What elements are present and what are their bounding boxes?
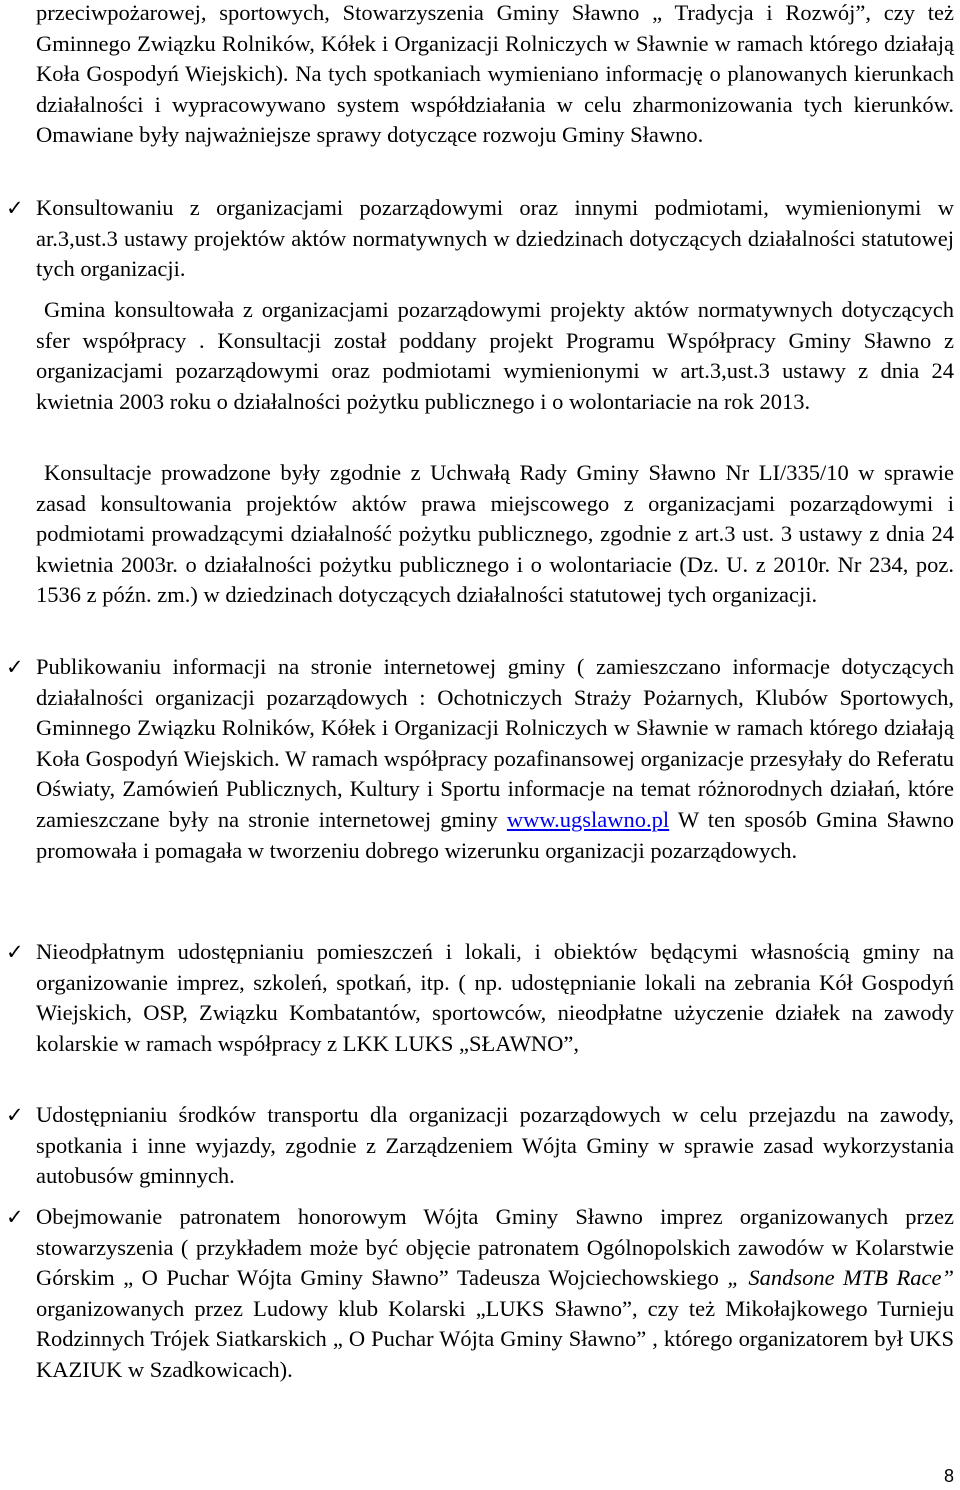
check-mark-icon: ✓ [6,940,24,964]
check-mark-icon: ✓ [6,1205,24,1229]
publishing-text-continued: W ten sposób Gmina Sławno promowała i pomagała w tworzeniu dobrego wizerunku organizacji pozarządowych. [36,806,955,863]
item-transport: Udostępnianiu środków transportu dla organizacji pozarządowych w celu przejazdu na zawody, spotkania i inne wyjazdy, zgodnie z Zarządzeniem Wójta Gminy w sprawie zasad wykorzystania autobusów gminnych. [36,1102,954,1189]
item-publishing [36,652,954,866]
website-link[interactable]: www.ugslawno.pl [506,806,670,832]
consultation-resolution-paragraph: Konsultacje prowadzone były zgodnie z Uchwałą Rady Gminy Sławno Nr LI/335/10 w sprawie zasad konsultowania projektów aktów prawa miejscowego z organizacjami pozarządowymi i podmiotami prowadzącymi działalność pożytku publicznego, zgodnie z art.3 ust. 3 ustawy z dnia 24 kwietnia 2003r. o działalności pożytku publicznego i o wolontariacie (Dz. U. z 2010r. Nr 234, poz. 1536 z późn. zm.) w dziedzinach dotyczących działalności statutowej tych organizacji. [36,460,954,608]
race-name: „ Sandsone MTB Race” [727,1265,954,1291]
consultation-detail-paragraph: Gmina konsultowała z organizacjami pozarządowymi projekty aktów normatywnych dotyczących sfer współpracy . Konsultacji został poddany projekt Programu Współpracy Gminy Sławno z organizacjami pozarządowymi oraz podmiotami wymienionymi w art.3,ust.3 ustawy z dnia 24 kwietnia 2003 roku o działalności pożytku publicznego i o wolontariacie na rok 2013. [36,297,954,414]
patronage-text-continued: organizowanych przez Ludowy klub Kolarski „LUKS Sławno”, czy też Mikołajkowego Turnieju Rodzinnych Trójek Siatkarskich „ O Puchar Wójta Gminy Sławno” , którego organizatorem był UKS KAZIUK w Szadkowicach). [36,1295,954,1382]
check-mark-icon: ✓ [6,1103,24,1127]
publishing-text: Publikowaniu informacji na stronie internetowej gminy ( zamieszczano informacje dotyczących działalności organizacji pozarządowych : Ochotniczych Straży Pożarnych, Klubów Sportowych, Gminnego Związku Rolników, Kółek i Organizacji Rolniczych w Sławnie w ramach którego działają Koła Gospodyń Wiejskich. W ramach współpracy pozafinansowej organizacje przesyłały do Referatu Oświaty, Zamówień Publicznych, Kultury i Sportu informacje na temat różnorodnych działań, które zamieszczane były na stronie internetowej gminy [36,654,954,832]
item-free-premises: Nieodpłatnym udostępnianiu pomieszczeń i lokali, i obiektów będącymi własnością gminy na organizowanie imprez, szkoleń, spotkań, itp. ( np. udostępnianie lokali na zebrania Kół Gospodyń Wiejskich, OSP, Związku Kombatantów, sportowców, nieodpłatne użyczenie działek na zawody kolarskie w ramach współpracy z LKK LUKS „SŁAWNO”, [36,939,954,1056]
check-mark-icon: ✓ [6,655,24,679]
patronage-text: Obejmowanie patronatem honorowym Wójta Gminy Sławno imprez organizowanych przez stowarzyszenia ( przykładem może być objęcie patronatem Ogólnopolskich zawodów w Kolarstwie Górskim „ O Puchar Wójta Gminy Sławno” Tadeusza Wojciechowskiego [36,1204,954,1291]
intro-paragraph: przeciwpożarowej, sportowych, Stowarzyszenia Gminy Sławno „ Tradycja i Rozwój”, czy też Gminnego Związku Rolników, Kółek i Organizacji Rolniczych w Sławnie w ramach którego działają Koła Gospodyń Wiejskich). Na tych spotkaniach wymieniano informację o planowanych kierunkach działalności i wypracowywano system współdziałania w celu zharmonizowania tych kierunków. Omawiane były najważniejsze sprawy dotyczące rozwoju Gminy Sławno. [36,0,954,148]
item-patronage [36,1202,954,1386]
page-number: 8 [943,1466,954,1486]
item-consultation: Konsultowaniu z organizacjami pozarządowymi oraz innymi podmiotami, wymienionymi w ar.3,ust.3 ustawy projektów aktów normatywnych w dziedzinach dotyczących działalności statutowej tych organizacji. [36,195,954,282]
check-mark-icon: ✓ [6,196,24,220]
